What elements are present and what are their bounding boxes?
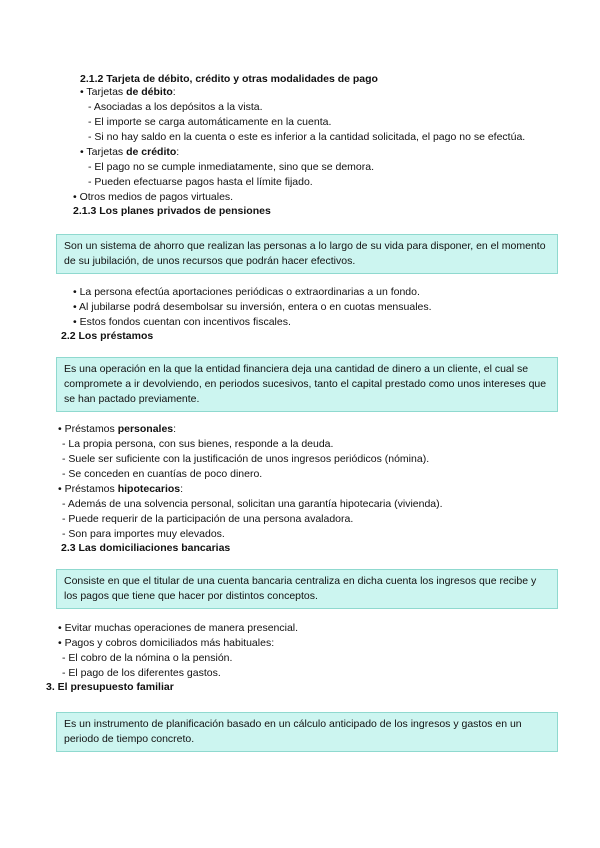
list-item: - Se conceden en cuantías de poco dinero.	[62, 468, 263, 480]
list-item: - Asociadas a los depósitos a la vista.	[88, 101, 263, 113]
personal-loans-bullet: • Préstamos personales:	[58, 423, 177, 435]
section-2-2-title: 2.2 Los préstamos	[61, 330, 154, 342]
list-item: - La propia persona, con sus bienes, responde a la deuda.	[62, 438, 334, 450]
list-item: - Además de una solvencia personal, solicitan una garantía hipotecaria (vivienda).	[62, 498, 443, 510]
list-item: - Son para importes muy elevados.	[62, 528, 225, 540]
pension-plans-definition-box: Son un sistema de ahorro que realizan las personas a lo largo de su vida para disponer, en el momento de su jubilación, de unos recursos que podrán hacer efectivos.	[56, 234, 558, 274]
other-payments-bullet: • Otros medios de pagos virtuales.	[73, 191, 234, 203]
list-item: • Estos fondos cuentan con incentivos fiscales.	[73, 316, 291, 328]
list-item: - El cobro de la nómina o la pensión.	[62, 652, 233, 664]
list-item: - Suele ser suficiente con la justificación de unos ingresos periódicos (nómina).	[62, 453, 430, 465]
loans-definition-box: Es una operación en la que la entidad financiera deja una cantidad de dinero a un cliente, el cual se compromete a ir devolviendo, en periodos sucesivos, tanto el capital prestado como unos intereses que se han pactado previamente.	[56, 357, 558, 412]
list-item: - El pago no se cumple inmediatamente, sino que se demora.	[88, 161, 374, 173]
debit-cards-bullet: • Tarjetas de débito:	[80, 86, 176, 98]
list-item: - Pueden efectuarse pagos hasta el límite fijado.	[88, 176, 313, 188]
list-item: - El pago de los diferentes gastos.	[62, 667, 221, 679]
list-item: - Si no hay saldo en la cuenta o este es inferior a la cantidad solicitada, el pago no se efectúa.	[88, 131, 526, 143]
list-item: - El importe se carga automáticamente en la cuenta.	[88, 116, 332, 128]
direct-debits-definition-box: Consiste en que el titular de una cuenta bancaria centraliza en dicha cuenta los ingresos que recibe y los pagos que tiene que hacer por distintos conceptos.	[56, 569, 558, 609]
credit-cards-bullet: • Tarjetas de crédito:	[80, 146, 180, 158]
family-budget-definition-box: Es un instrumento de planificación basado en un cálculo anticipado de los ingresos y gastos en un periodo de tiempo concreto.	[56, 712, 558, 752]
list-item: - Puede requerir de la participación de una persona avaladora.	[62, 513, 354, 525]
mortgage-loans-bullet: • Préstamos hipotecarios:	[58, 483, 184, 495]
list-item: • Pagos y cobros domiciliados más habituales:	[58, 637, 275, 649]
section-3-title: 3. El presupuesto familiar	[46, 681, 174, 693]
list-item: • Al jubilarse podrá desembolsar su inversión, entera o en cuotas mensuales.	[73, 301, 432, 313]
list-item: • Evitar muchas operaciones de manera presencial.	[58, 622, 299, 634]
list-item: • La persona efectúa aportaciones periódicas o extraordinarias a un fondo.	[73, 286, 420, 298]
section-2-3-title: 2.3 Las domiciliaciones bancarias	[61, 542, 231, 554]
section-2-1-2-title: 2.1.2 Tarjeta de débito, crédito y otras modalidades de pago	[80, 73, 378, 85]
section-2-1-3-title: 2.1.3 Los planes privados de pensiones	[73, 205, 271, 217]
